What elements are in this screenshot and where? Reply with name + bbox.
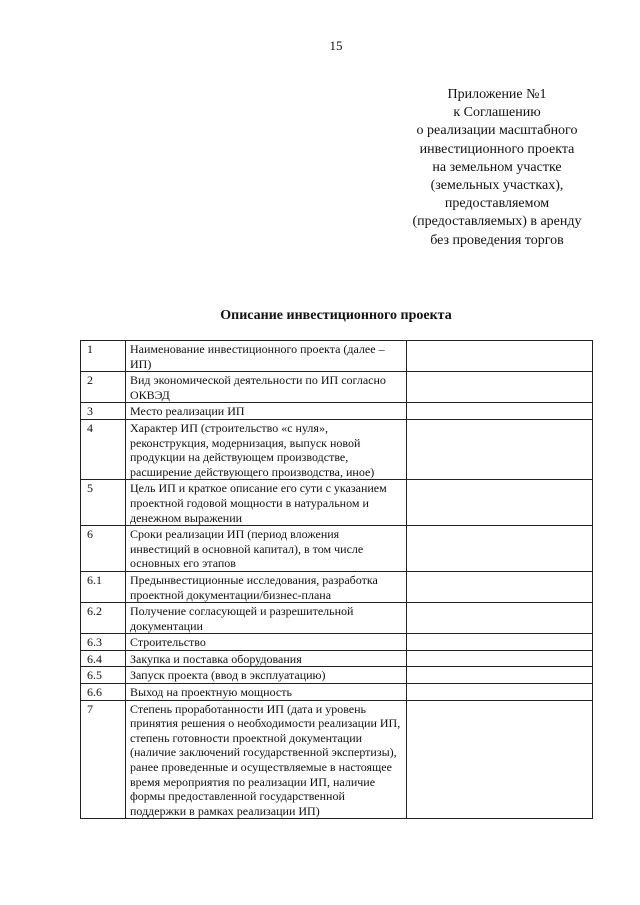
table-row bbox=[81, 403, 593, 420]
row-description: Наименование инвестиционного проекта (далее – ИП) bbox=[126, 341, 407, 372]
row-value-cell[interactable] bbox=[407, 341, 593, 372]
appendix-line: (земельных участках), bbox=[430, 178, 564, 194]
appendix-line: инвестиционного проекта bbox=[419, 141, 575, 157]
row-value-cell[interactable] bbox=[407, 634, 593, 651]
row-value-cell[interactable] bbox=[407, 526, 593, 572]
row-description: Строительство bbox=[126, 634, 407, 651]
row-description: Предынвестиционные исследования, разработка проектной документации/бизнес-плана bbox=[126, 571, 407, 602]
table-row bbox=[81, 634, 593, 651]
row-description: Место реализации ИП bbox=[126, 403, 407, 420]
row-description: Сроки реализации ИП (период вложения инвестиций в основной капитал), в том числе основных его этапов bbox=[126, 526, 407, 572]
table-row bbox=[81, 419, 593, 479]
row-description: Характер ИП (строительство «с нуля», реконструкция, модернизация, выпуск новой продукции на действующем производстве, расширение действующего производства, иное) bbox=[126, 419, 407, 479]
appendix-line: без проведения торгов bbox=[430, 232, 564, 248]
appendix-header bbox=[392, 86, 602, 250]
page-number: 15 bbox=[329, 38, 343, 53]
row-description: Закупка и поставка оборудования bbox=[126, 650, 407, 667]
row-number: 6 bbox=[81, 526, 126, 572]
row-value-cell[interactable] bbox=[407, 480, 593, 526]
row-description: Вид экономической деятельности по ИП согласно ОКВЭД bbox=[126, 372, 407, 403]
row-number: 2 bbox=[81, 372, 126, 403]
row-number: 4 bbox=[81, 419, 126, 479]
row-description: Запуск проекта (ввод в эксплуатацию) bbox=[126, 667, 407, 684]
appendix-line: Приложение №1 bbox=[447, 87, 547, 102]
table-row bbox=[81, 700, 593, 819]
appendix-line: о реализации масштабного bbox=[416, 123, 578, 139]
row-description: Выход на проектную мощность bbox=[126, 684, 407, 701]
table-row bbox=[81, 603, 593, 634]
row-number: 6.1 bbox=[81, 571, 126, 602]
row-description: Цель ИП и краткое описание его сути с указанием проектной годовой мощности в натуральном и денежном выражении bbox=[126, 480, 407, 526]
table-row bbox=[81, 341, 593, 372]
row-number: 7 bbox=[81, 700, 126, 819]
row-number: 6.6 bbox=[81, 684, 126, 701]
row-number: 5 bbox=[81, 480, 126, 526]
row-description: Получение согласующей и разрешительной документации bbox=[126, 603, 407, 634]
row-value-cell[interactable] bbox=[407, 684, 593, 701]
table-row bbox=[81, 372, 593, 403]
appendix-line: на земельном участке bbox=[432, 159, 562, 175]
row-number: 6.5 bbox=[81, 667, 126, 684]
row-value-cell[interactable] bbox=[407, 650, 593, 667]
table-row bbox=[81, 526, 593, 572]
project-description-table bbox=[80, 340, 593, 819]
row-value-cell[interactable] bbox=[407, 403, 593, 420]
appendix-line: к Соглашению bbox=[453, 105, 541, 121]
row-number: 6.4 bbox=[81, 650, 126, 667]
row-number: 3 bbox=[81, 403, 126, 420]
appendix-line: (предоставляемых) в аренду bbox=[412, 214, 582, 230]
row-number: 6.3 bbox=[81, 634, 126, 651]
row-value-cell[interactable] bbox=[407, 571, 593, 602]
row-value-cell[interactable] bbox=[407, 419, 593, 479]
row-number: 6.2 bbox=[81, 603, 126, 634]
row-value-cell[interactable] bbox=[407, 700, 593, 819]
table-row bbox=[81, 650, 593, 667]
row-value-cell[interactable] bbox=[407, 603, 593, 634]
appendix-line: предоставляемом bbox=[444, 196, 550, 212]
row-description: Степень проработанности ИП (дата и уровень принятия решения о необходимости реализации ИП, степень готовности проектной документации (наличие заключений государственной экспертизы), ранее проведенные и осуществляемые в настоящее время мероприятия по реализации ИП, наличие формы предоставленной государственной поддержки в рамках реализации ИП) bbox=[126, 700, 407, 819]
table-row bbox=[81, 684, 593, 701]
row-value-cell[interactable] bbox=[407, 667, 593, 684]
table-row bbox=[81, 667, 593, 684]
table-row bbox=[81, 480, 593, 526]
row-value-cell[interactable] bbox=[407, 372, 593, 403]
table-row bbox=[81, 571, 593, 602]
row-number: 1 bbox=[81, 341, 126, 372]
document-title: Описание инвестиционного проекта bbox=[220, 308, 452, 323]
